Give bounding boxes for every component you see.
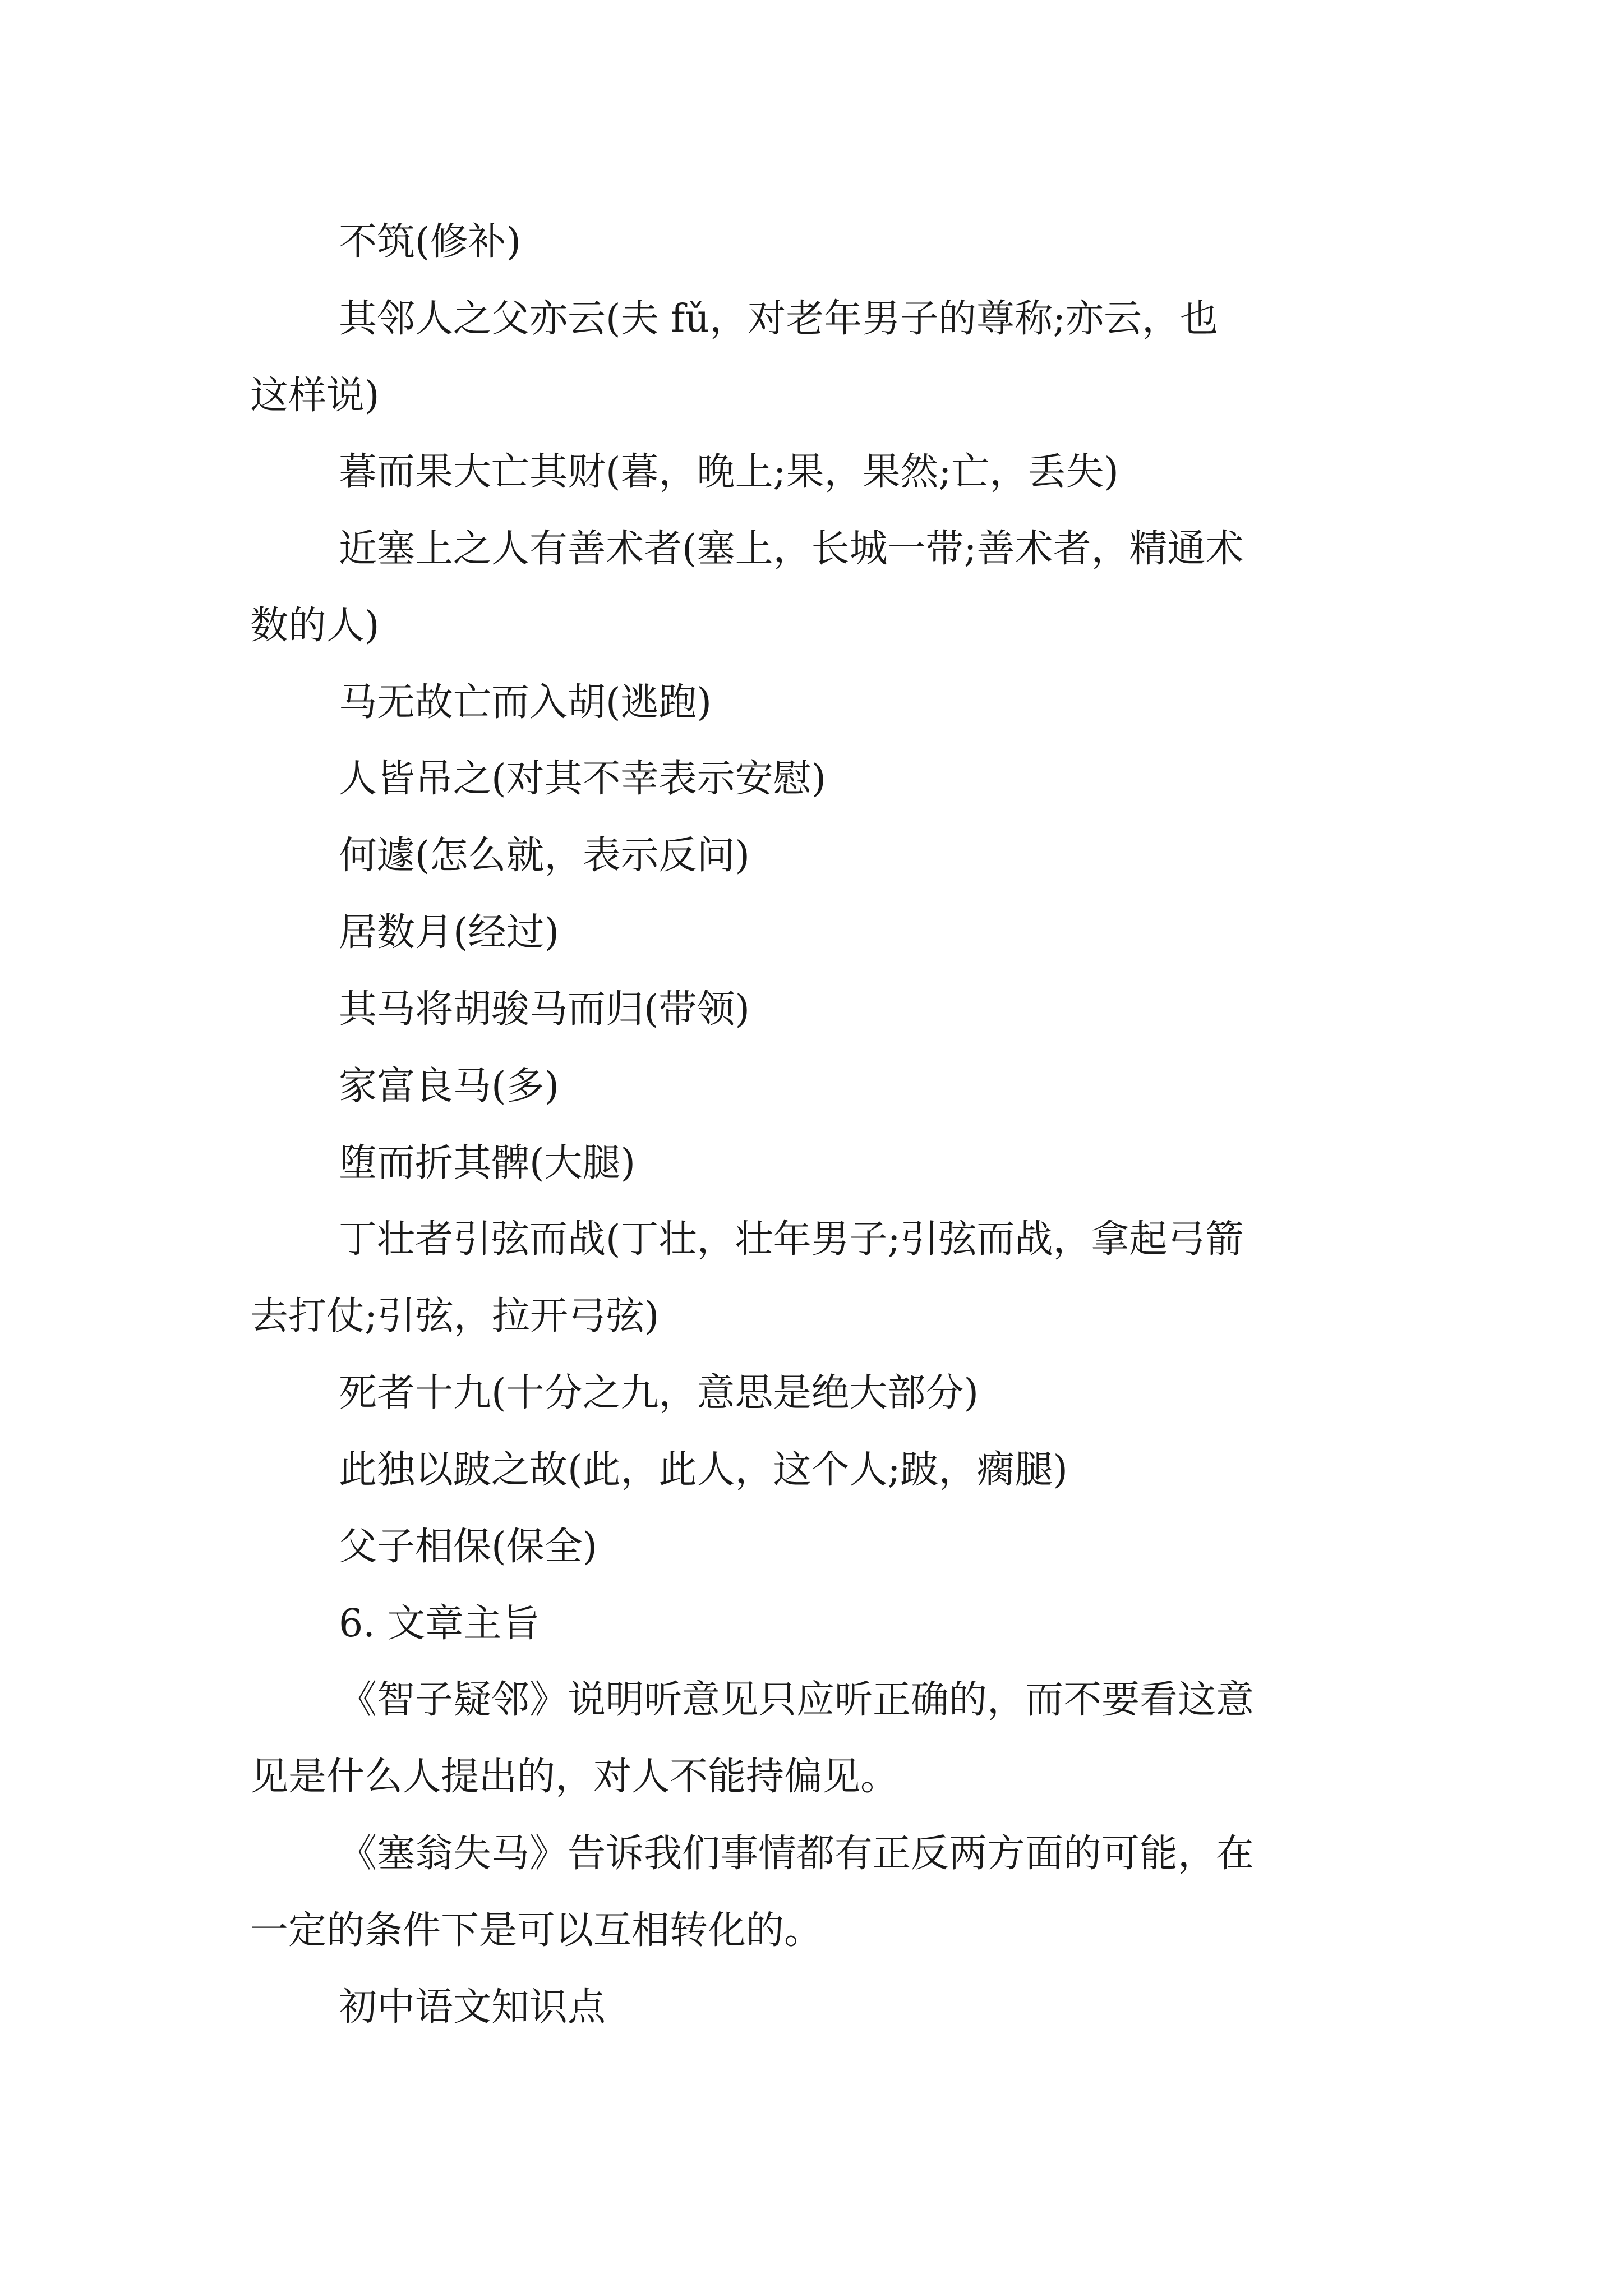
- text-line: 初中语文知识点: [339, 1985, 606, 2030]
- text-line: 堕而折其髀(大腿): [339, 1141, 636, 1185]
- text-line: 父子相保(保全): [339, 1525, 598, 1569]
- text-line: 《智子疑邻》说明听意见只应听正确的，而不要看这意: [339, 1678, 1255, 1722]
- text-line: 暮而果大亡其财(暮，晚上;果，果然;亡，丢失): [339, 450, 1119, 494]
- text-line: 《塞翁失马》告诉我们事情都有正反两方面的可能，在: [339, 1832, 1255, 1876]
- text-line: 见是什么人提出的，对人不能持偏见。: [250, 1755, 899, 1799]
- text-line: 人皆吊之(对其不幸表示安慰): [339, 757, 827, 801]
- text-line: 不筑(修补): [339, 220, 522, 264]
- text-line: 一定的条件下是可以互相转化的。: [250, 1908, 823, 1953]
- text-line: 死者十九(十分之九，意思是绝大部分): [339, 1371, 979, 1415]
- text-line: 近塞上之人有善术者(塞上，长城一带;善术者，精通术: [339, 527, 1244, 571]
- text-line: 这样说): [250, 374, 380, 418]
- section-heading: 6. 文章主旨: [339, 1602, 540, 1646]
- text-line: 家富良马(多): [339, 1064, 560, 1108]
- text-line: 居数月(经过): [339, 910, 560, 955]
- text-line: 马无故亡而入胡(逃跑): [339, 680, 712, 725]
- text-line: 何遽(怎么就，表示反问): [339, 834, 750, 878]
- text-line: 数的人): [250, 604, 380, 648]
- text-line: 其马将胡骏马而归(带领): [339, 987, 750, 1032]
- text-line: 其邻人之父亦云(夫 fǔ，对老年男子的尊称;亦云，也: [339, 297, 1219, 341]
- text-line: 此独以跛之故(此，此人，这个人;跛，瘸腿): [339, 1448, 1068, 1492]
- text-line: 去打仗;引弦，拉开弓弦): [250, 1294, 660, 1338]
- text-line: 丁壮者引弦而战(丁壮，壮年男子;引弦而战，拿起弓箭: [339, 1217, 1244, 1262]
